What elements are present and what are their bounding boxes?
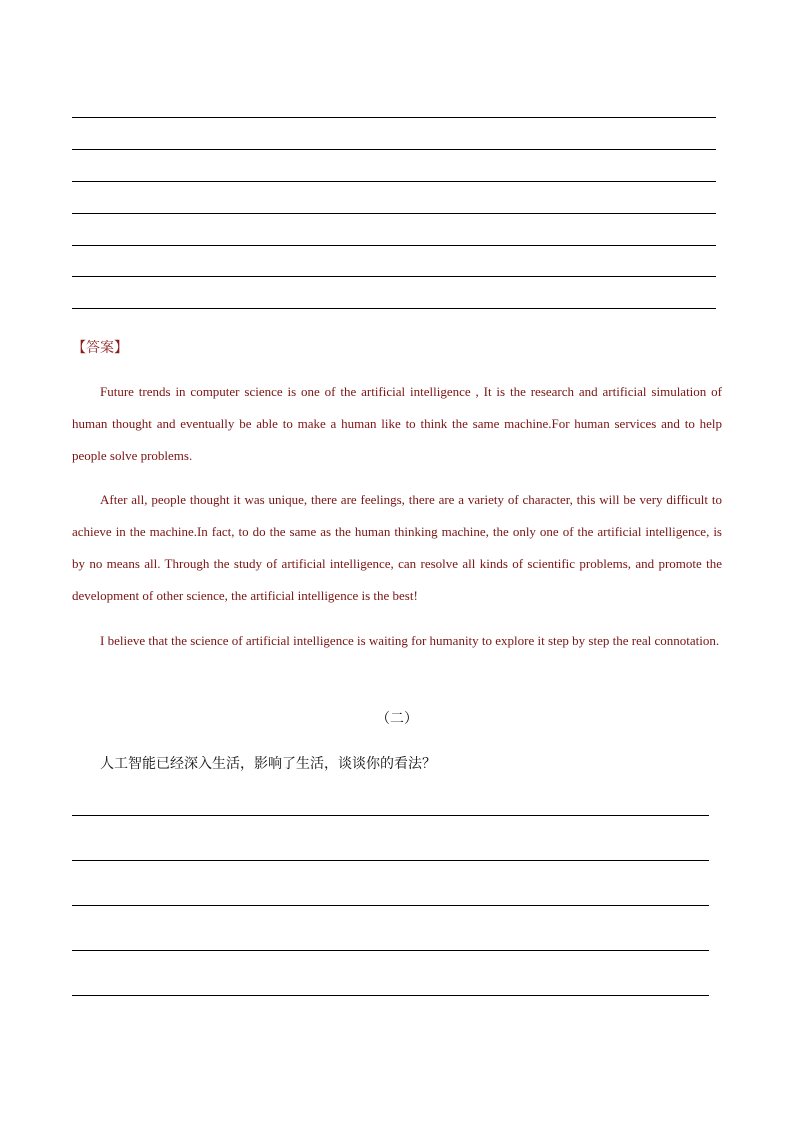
writing-line (72, 245, 716, 246)
writing-line (72, 213, 716, 214)
question-prompt: 人工智能已经深入生活，影响了生活，谈谈你的看法？ (100, 756, 436, 772)
answer-label: 【答案】 (72, 340, 128, 356)
writing-line (72, 995, 709, 996)
writing-line (72, 950, 709, 951)
writing-line (72, 815, 709, 816)
writing-line (72, 308, 716, 309)
answer-paragraph: I believe that the science of artificial intelligence is waiting for humanity to explore it step by step the real connotation. (100, 633, 720, 648)
answer-paragraph: After all, people thought it was unique, there are feelings, there are a variety of character, this will be very difficult to achieve in the machine.In fact, to do the same as the human thinking machine, the only one of the artificial intelligence, is by no means all. Through the study of artificial intelligence, can resolve all kinds of scientific problems, and promote the development of other science, the artificial intelligence is the best! (72, 492, 722, 603)
section-number: （二） (376, 711, 418, 727)
writing-line (72, 276, 716, 277)
writing-line (72, 149, 716, 150)
writing-line (72, 117, 716, 118)
answer-paragraph: Future trends in computer science is one of the artificial intelligence , It is the research and artificial simulation of human thought and eventually be able to make a human like to think the same machine.For human services and to help people solve problems. (72, 384, 722, 463)
writing-line (72, 905, 709, 906)
writing-line (72, 860, 709, 861)
writing-line (72, 181, 716, 182)
